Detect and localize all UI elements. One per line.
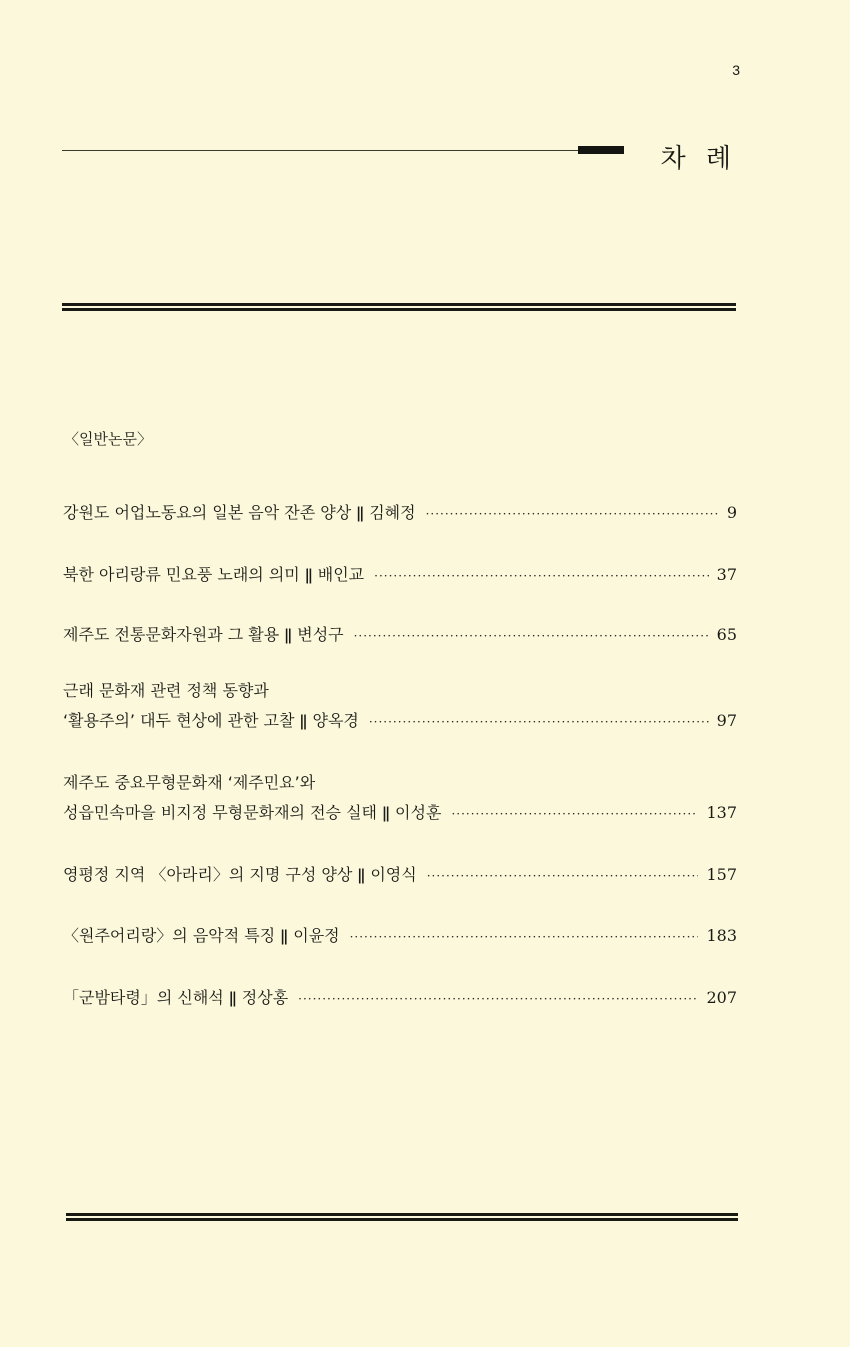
dot-leader xyxy=(427,861,699,891)
entry-page-number: 157 xyxy=(706,865,737,884)
entry-page-number: 9 xyxy=(726,503,737,522)
toc-entry[interactable] xyxy=(63,620,737,651)
entry-title-line-1: 근래 문화재 관련 정책 동향과 xyxy=(63,681,269,700)
top-double-rule xyxy=(62,303,736,311)
entry-title-line-2: 성읍민속마을 비지정 무형문화재의 전승 실태 ǁ 이성훈 xyxy=(63,803,442,822)
dot-leader xyxy=(426,499,719,529)
toc-entry[interactable] xyxy=(63,676,737,737)
entry-title: 「군밤타령」의 신해석 ǁ 정상홍 xyxy=(63,988,289,1007)
toc-entry[interactable] xyxy=(63,921,737,952)
entry-title: 강원도 어업노동요의 일본 음악 잔존 양상 ǁ 김혜정 xyxy=(63,503,416,522)
entry-title-line-1: 제주도 중요무형문화재 ‘제주민요’와 xyxy=(63,773,316,792)
toc-entry[interactable] xyxy=(63,560,737,591)
entry-page-number: 97 xyxy=(716,711,737,730)
entry-page-number: 65 xyxy=(716,625,737,644)
entry-title: 〈원주어리랑〉의 음악적 특징 ǁ 이윤정 xyxy=(63,926,340,945)
toc-entry[interactable] xyxy=(63,498,737,529)
toc-entry[interactable] xyxy=(63,983,737,1014)
entry-title: 북한 아리랑류 민요풍 노래의 의미 ǁ 배인교 xyxy=(63,565,365,584)
dot-leader xyxy=(354,621,709,651)
dot-leader xyxy=(369,707,709,737)
dot-leader xyxy=(298,984,698,1014)
header-rule-accent xyxy=(578,146,624,154)
toc-entry[interactable] xyxy=(63,768,737,829)
dot-leader xyxy=(451,799,698,829)
entry-title: 영평정 지역 〈아라리〉의 지명 구성 양상 ǁ 이영식 xyxy=(63,865,417,884)
entry-title: 제주도 전통문화자원과 그 활용 ǁ 변성구 xyxy=(63,625,344,644)
dot-leader xyxy=(350,922,699,952)
page-number: 3 xyxy=(732,62,740,78)
entry-page-number: 183 xyxy=(706,926,737,945)
bottom-double-rule xyxy=(66,1213,738,1221)
toc-entry[interactable] xyxy=(63,860,737,891)
entry-page-number: 137 xyxy=(706,803,737,822)
page-title: 차 례 xyxy=(660,144,737,174)
header-rule xyxy=(62,150,580,151)
dot-leader xyxy=(374,561,708,591)
entry-page-number: 207 xyxy=(706,988,737,1007)
section-label: 〈일반논문〉 xyxy=(64,430,152,448)
entry-title-line-2: ‘활용주의’ 대두 현상에 관한 고찰 ǁ 양옥경 xyxy=(63,711,359,730)
entry-page-number: 37 xyxy=(716,565,737,584)
